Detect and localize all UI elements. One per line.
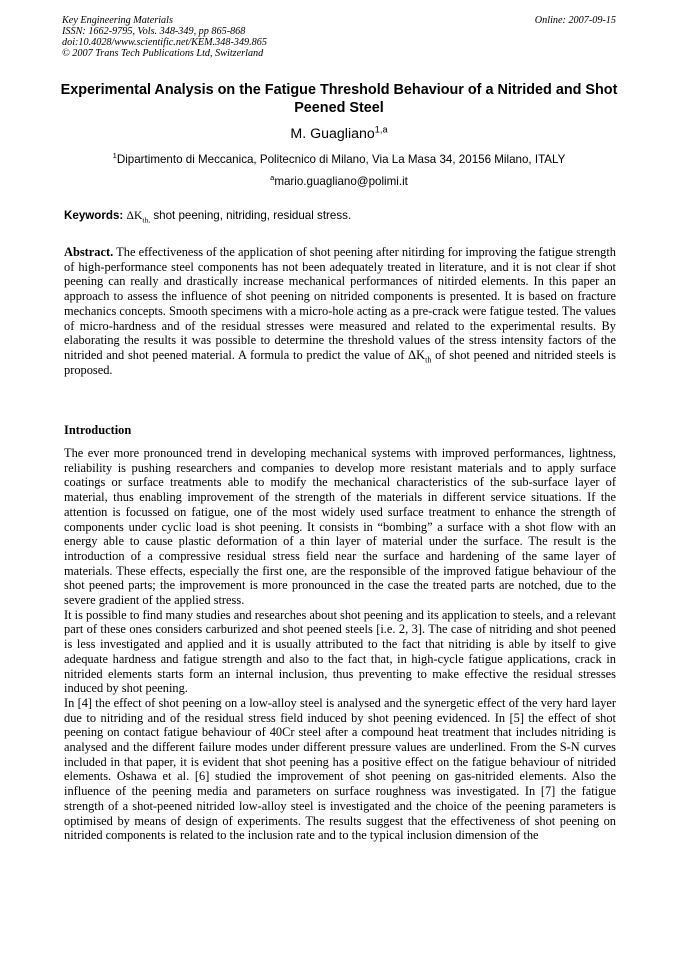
- affiliation-text: Dipartimento di Meccanica, Politecnico di Milano, Via La Masa 34, 20156 Milano, ITALY: [116, 153, 566, 166]
- keyword-delta-k-sub: th,: [142, 215, 151, 225]
- abstract-delta-k-sub: th: [425, 355, 432, 365]
- online-date: Online: 2007-09-15: [534, 15, 616, 26]
- copyright-line: © 2007 Trans Tech Publications Ltd, Switzerland: [62, 48, 264, 59]
- author-superscript: 1,a: [374, 124, 388, 135]
- introduction-heading: Introduction: [64, 423, 132, 437]
- journal-name: Key Engineering Materials: [62, 15, 173, 26]
- abstract-delta-k: ΔK: [408, 347, 426, 362]
- author-line: [40, 125, 638, 143]
- doi-line: doi:10.4028/www.scientific.net/KEM.348-349.865: [62, 37, 267, 48]
- email-line: [40, 174, 638, 189]
- keywords-line: [64, 208, 616, 223]
- affiliation-superscript: 1: [112, 151, 117, 161]
- abstract-text-2: of shot peened and nitrided steels is proposed.: [64, 347, 616, 377]
- intro-paragraph-2: It is possible to find many studies and researches about shot peening and its application to steels, and a relevant part of these ones considers carburized and shot peened steels [i.e. 2, 3]. The case of nitriding and shot peened is less investigated and applied and it is usually attributed to the fact that nitriding is able by itself to give adequate hardness and fatigue strength and also to the fact that, in high-cycle fatigue applications, crack in nitrided elements starts form an internal inclusion, thus preventing to make effective the residual stresses induced by shot peening.: [64, 607, 616, 696]
- intro-paragraph-1: The ever more pronounced trend in developing mechanical systems with improved performances, lightness, reliability is pushing researchers and companies to develop more resistant materials and to apply surface coatings or surface treatments able to modify the mechanical characteristics of the sub-surface layer of material, thus enabling improvement of the strength of the materials in different service situations. If the attention is focussed on fatigue, one of the most widely used surface treatment to enhance the strength of components under cyclic load is shot peening. It consists in “bombing” a surface with a shot flow with an energy able to cause plastic deformation of a thin layer of material under the surface. The result is the introduction of a compressive residual stress field near the surface and hardening of the same layer of materials. These effects, especially the first one, are the responsible of the improved fatigue behaviour of the shot peened parts; the improvement is more pronounced in the case the treated parts are notched, due to the severe gradient of the applied stress.: [64, 446, 616, 608]
- intro-paragraph-3: In [4] the effect of shot peening on a low-alloy steel is analysed and the synergetic effect of the very hard layer due to nitriding and of the residual stress field induced by shot peening evidenced. In [5] the effect of shot peening on contact fatigue behaviour of 40Cr steel after a compound heat treatment that includes nitriding is analysed and the different failure modes under different pressure values are underlined. From the S-N curves included in that paper, it is evident that shot peening has a positive effect on the fatigue behaviour of nitrided elements. Oshawa et al. [6] studied the improvement of shot peening on gas-nitrided elements. Also the influence of the peening media and parameters on surface roughness was investigated. In [7] the fatigue strength of a shot-peened nitrided low-alloy steel is investigated and the choice of the peening parameters is optimised by means of design of experiments. The results suggest that the effectiveness of shot peening on nitrided components is related to the inclusion rate and to the typical inclusion dimension of the: [64, 695, 616, 843]
- journal-header: [62, 15, 616, 59]
- issn-line: ISSN: 1662-9795, Vols. 348-349, pp 865-868: [62, 26, 246, 37]
- email-superscript: a: [270, 173, 275, 183]
- affiliation-line: [40, 152, 638, 167]
- abstract-label: Abstract.: [64, 245, 114, 259]
- introduction-body: [64, 446, 616, 843]
- abstract-paragraph: [64, 245, 616, 377]
- paper-title: Experimental Analysis on the Fatigue Threshold Behaviour of a Nitrided and Shot Peened Steel: [60, 82, 618, 116]
- email-address: mario.guagliano@polimi.it: [274, 175, 408, 188]
- keyword-delta-k: ΔK: [126, 209, 143, 222]
- keywords-rest: shot peening, nitriding, residual stress.: [150, 209, 352, 222]
- abstract-text-1: The effectiveness of the application of shot peening after nitirding for improving the fatigue strength of high-performance steel components has not been adequately treated in literature, and it is not clear if shot peening can really and drastically increase mechanical performances of nitirded elements. In this paper an approach to assess the influence of shot peening on nitrided components is presented. It is based on fracture mechanics concepts. Smooth specimens with a micro-hole acting as a pre-crack were fatigue tested. The values of micro-hardness and of the residual stresses were measured and related to the experimental results. By elaborating the results it was possible to determine the threshold values of the stress intensity factors of the nitrided and shot peened material. A formula to predict the value of: [64, 245, 616, 362]
- keywords-label: Keywords:: [64, 209, 124, 222]
- author-name: M. Guagliano: [290, 126, 375, 142]
